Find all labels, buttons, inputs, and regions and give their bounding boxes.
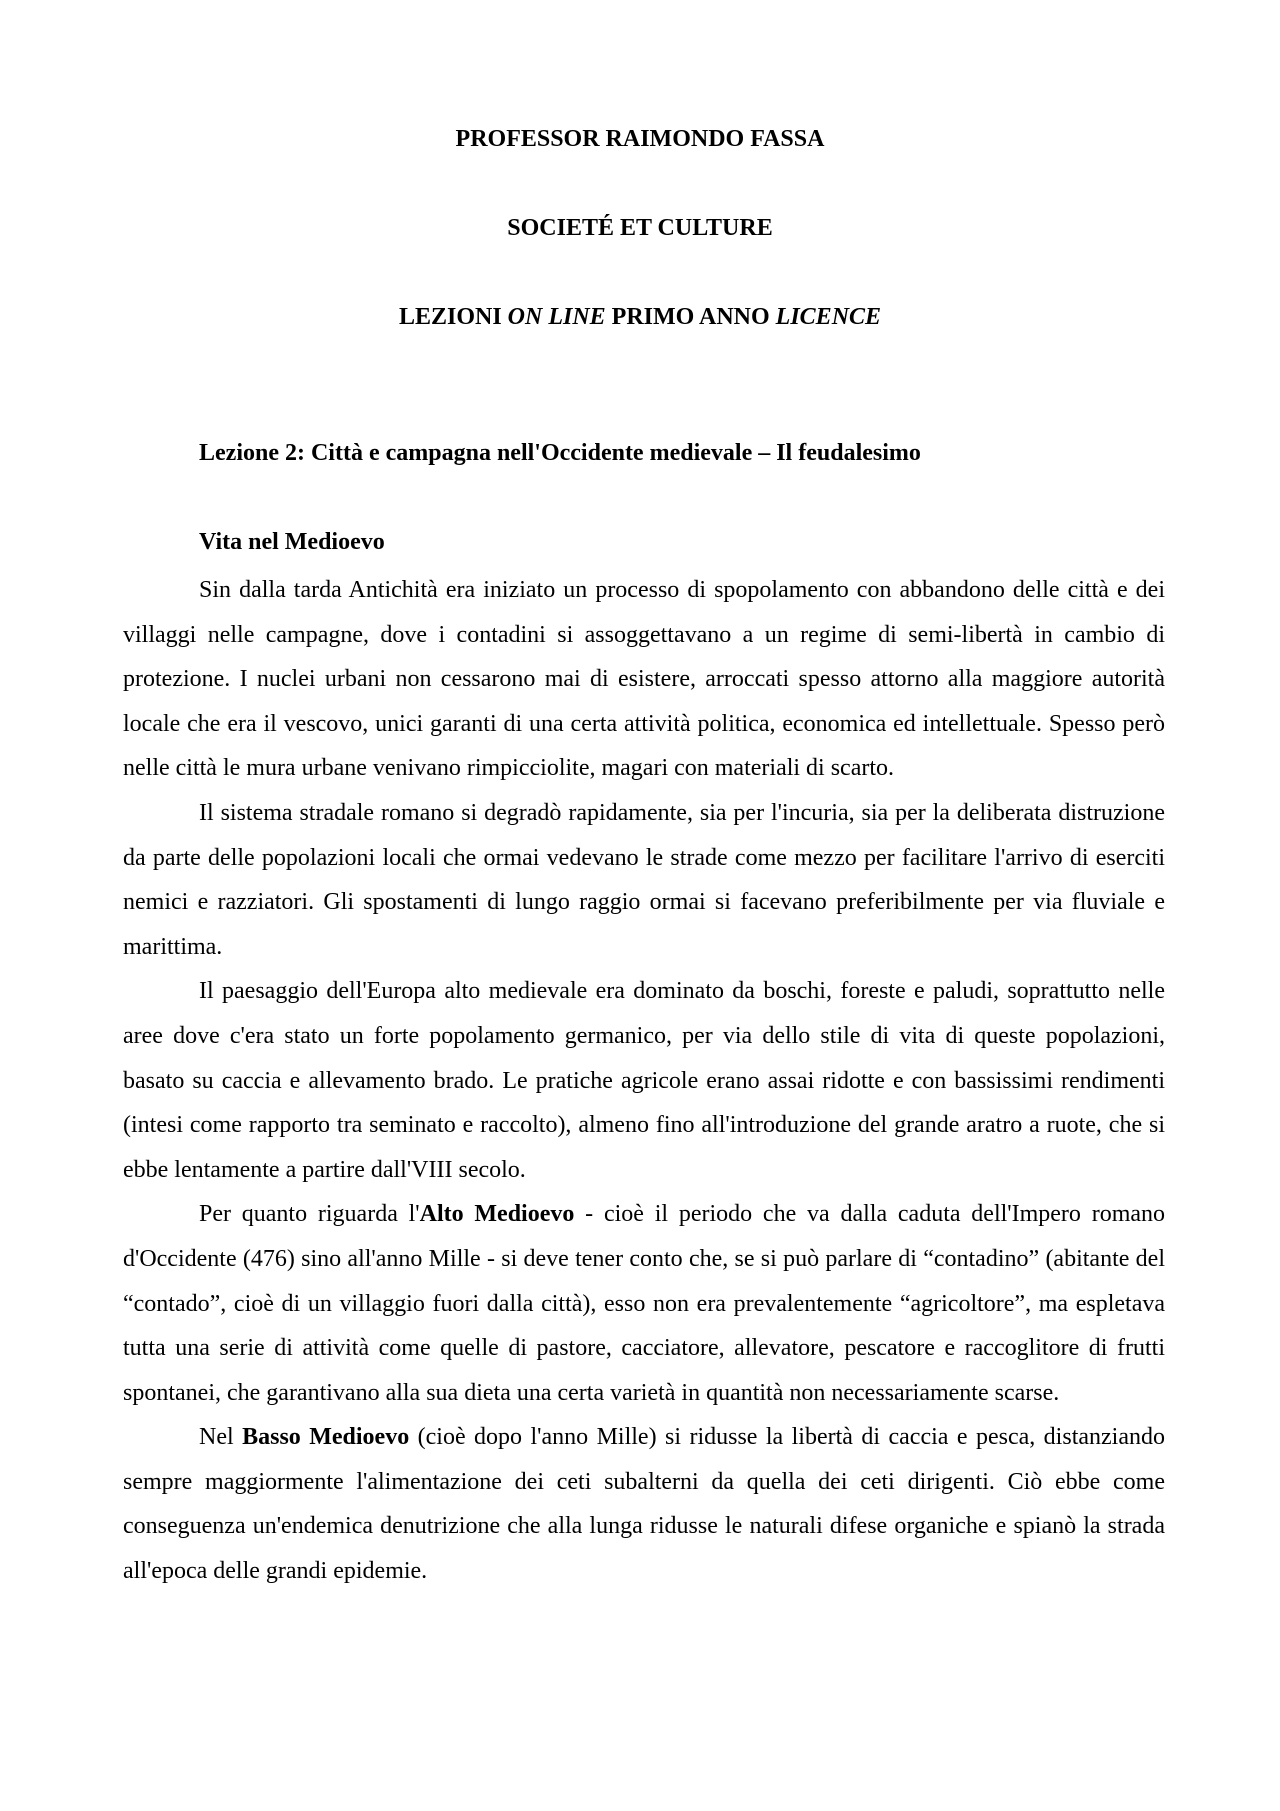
section-heading: Vita nel Medioevo: [199, 529, 385, 555]
lessons-heading-part2: PRIMO ANNO: [605, 304, 776, 330]
lessons-heading-online: ON LINE: [507, 304, 606, 330]
paragraph-1: Sin dalla tarda Antichità era iniziato un processo di spopolamento con abbandono delle città e dei villaggi nelle campagne, dove i contadini si assoggettavano a un regime di semi-libertà in cambio di protezione. I nuclei urbani non cessarono mai di esistere, arroccati spesso attorno alla maggiore autorità locale che era il vescovo, unici garanti di una certa attività politica, economica ed intellettuale. Spesso però nelle città le mura urbane venivano rimpicciolite, magari con materiali di scarto.: [123, 577, 1165, 782]
lessons-heading-part1: LEZIONI: [398, 304, 508, 330]
lesson-title: Lezione 2: Città e campagna nell'Occidente medievale – Il feudalesimo: [199, 440, 921, 466]
paragraph-5: [123, 1415, 1165, 1593]
course-heading: SOCIETÉ ET CULTURE: [507, 215, 773, 241]
basso-medioevo-term: Basso Medioevo: [242, 1424, 410, 1451]
paragraph-3: Il paesaggio dell'Europa alto medievale era dominato da boschi, foreste e paludi, soprattutto nelle aree dove c'era stato un forte popolamento germanico, per via dello stile di vita di queste popolazioni, basato su caccia e allevamento brado. Le pratiche agricole erano assai ridotte e con bassissimi rendimenti (intesi come rapporto tra seminato e raccolto), almeno fino all'introduzione del grande aratro a ruote, che si ebbe lentamente a partire dall'VIII secolo.: [123, 978, 1165, 1183]
body-text: [123, 568, 1165, 1594]
paragraph-4: [123, 1192, 1165, 1415]
paragraph-4-before: Per quanto riguarda l': [199, 1201, 420, 1228]
paragraph-5-before: Nel: [199, 1424, 243, 1451]
paragraph-2: Il sistema stradale romano si degradò rapidamente, sia per l'incuria, sia per la deliberata distruzione da parte delle popolazioni locali che ormai vedevano le strade come mezzo per facilitare l'arrivo di eserciti nemici e razziatori. Gli spostamenti di lungo raggio ormai si facevano preferibilmente per via fluviale e marittima.: [123, 799, 1165, 960]
paragraph-5-after: (cioè dopo l'anno Mille) si ridusse la libertà di caccia e pesca, distanziando sempre maggiormente l'alimentazione dei ceti subalterni da quella dei ceti dirigenti. Ciò ebbe come conseguenza un'endemica denutrizione che alla lunga ridusse le naturali difese organiche e spianò la strada all'epoca delle grandi epidemie.: [123, 1424, 1165, 1585]
alto-medioevo-term: Alto Medioevo: [419, 1201, 575, 1228]
professor-heading: PROFESSOR RAIMONDO FASSA: [455, 126, 825, 152]
lessons-heading: [0, 302, 1280, 332]
paragraph-4-after: - cioè il periodo che va dalla caduta dell'Impero romano d'Occidente (476) sino all'anno Mille - si deve tener conto che, se si può parlare di “contadino” (abitante del “contado”, cioè di un villaggio fuori dalla città), esso non era prevalentemente “agricoltore”, ma espletava tutta una serie di attività come quelle di pastore, cacciatore, allevatore, pescatore e raccoglitore di frutti spontanei, che garantivano alla sua dieta una certa varietà in quantità non necessariamente scarse.: [123, 1201, 1166, 1406]
lessons-heading-licence: LICENCE: [775, 304, 882, 330]
